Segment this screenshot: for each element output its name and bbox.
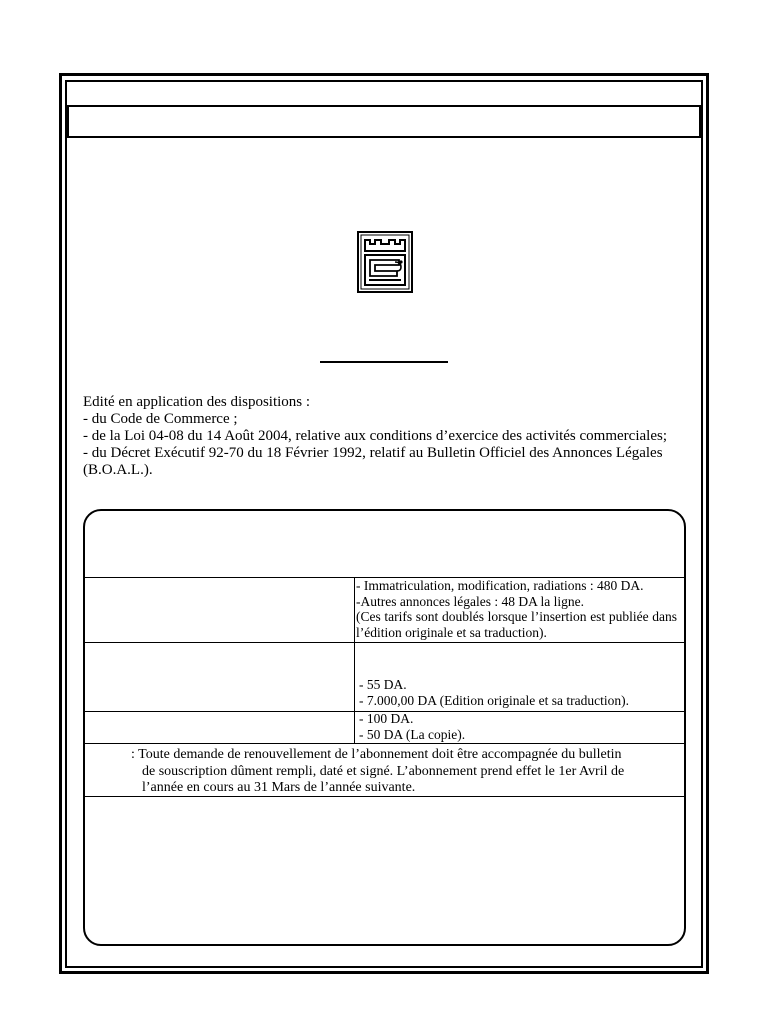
intro-item: - du Code de Commerce ;	[83, 411, 238, 427]
note-line: l’année en cours au 31 Mars de l’année suivante.	[142, 780, 416, 795]
renouvellement-note	[131, 747, 681, 797]
tarif-line: - Immatriculation, modification, radiations : 480 DA.	[356, 578, 644, 593]
tarif-vente-cell	[359, 677, 679, 708]
intro-text	[83, 394, 693, 479]
row-divider	[85, 642, 684, 643]
tarif-line: - 55 DA.	[359, 677, 407, 692]
note-line: de souscription dûment rempli, daté et signé. L’abonnement prend effet le 1er Avril de	[142, 763, 625, 779]
tarif-line: - 100 DA.	[359, 711, 414, 726]
tarif-line: - 50 DA (La copie).	[359, 726, 466, 742]
intro-item: - de la Loi 04-08 du 14 Août 2004, relative aux conditions d’exercice des activités commerciales;	[83, 428, 667, 444]
tarif-line: - 7.000,00 DA (Edition originale et sa traduction).	[359, 692, 629, 708]
tarif-line: (Ces tarifs sont doublés lorsque l’insertion est publiée dans l’édition originale et sa traduction).	[356, 609, 677, 640]
note-line: : Toute demande de renouvellement de l’abonnement doit être accompagnée du bulletin	[131, 747, 622, 762]
tarif-copie-cell	[359, 711, 679, 742]
intro-item: - du Décret Exécutif 92-70 du 18 Février 1992, relatif au Bulletin Officiel des Annonces Légales (B.O.A.L.).	[83, 445, 663, 478]
row-divider	[85, 743, 684, 744]
intro-heading: Edité en application des dispositions :	[83, 394, 311, 410]
tarif-line: -Autres annonces légales : 48 DA la ligne.	[356, 593, 584, 609]
column-divider	[354, 577, 355, 743]
title-rule	[320, 361, 448, 363]
fortress-emblem-icon	[357, 231, 413, 293]
tarif-insertion-cell	[356, 578, 677, 640]
header-band	[67, 105, 701, 138]
